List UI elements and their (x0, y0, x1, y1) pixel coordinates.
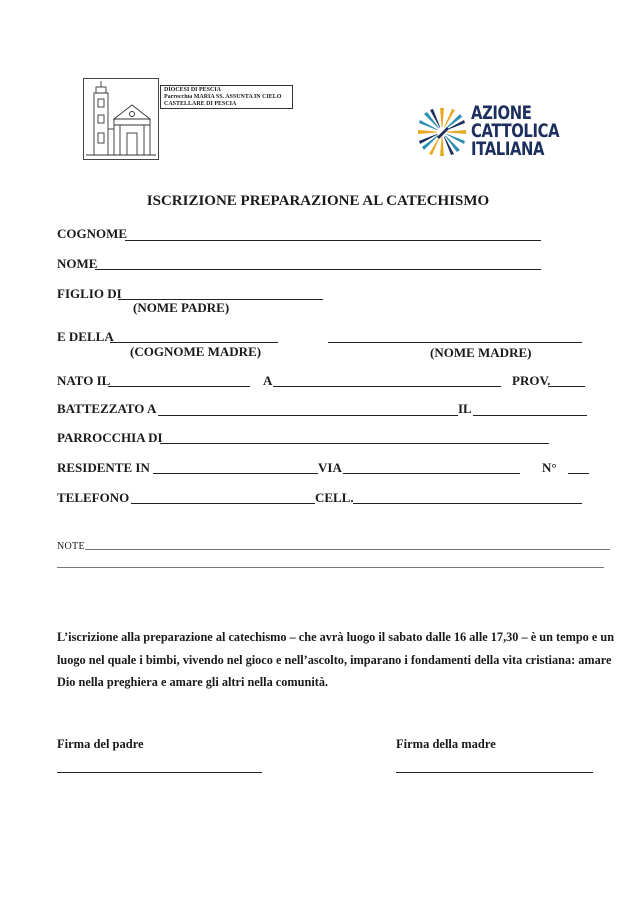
figlio-di-label: FIGLIO DI (57, 286, 122, 301)
logo-text (471, 104, 559, 158)
via-field[interactable] (343, 473, 520, 474)
telefono-field[interactable] (131, 503, 315, 504)
battezzato-a-label: BATTEZZATO A (57, 401, 157, 416)
nato-il-field[interactable] (108, 386, 250, 387)
parish-line: Parrocchia MARIA SS. ASSUNTA IN CIELO (164, 94, 282, 100)
nome-padre-caption: (NOME PADRE) (133, 300, 230, 315)
cognome-field[interactable] (125, 240, 541, 241)
firma-madre-field[interactable] (396, 772, 593, 773)
luogo-nascita-label: A (263, 373, 273, 388)
form-title: ISCRIZIONE PREPARAZIONE AL CATECHISMO (146, 193, 490, 209)
description-paragraph: L’iscrizione alla preparazione al catechismo – che avrà luogo il sabato dalle 16 alle 17,30 – è un tempo e un luogo nel quale i bimbi, vivendo nel gioco e nell’ascolto, imparano i fondamenti della vita cristiana: amare Dio nella preghiera e amare gli altri nella comunità. (57, 630, 615, 689)
prov-field[interactable] (548, 386, 585, 387)
diocese-stamp (160, 85, 293, 109)
logo-line: CATTOLICA (471, 120, 560, 142)
cognome-madre-field[interactable] (110, 342, 278, 343)
numero-label: N° (542, 460, 557, 475)
church-icon (84, 79, 158, 159)
parrocchia-di-field[interactable] (160, 443, 549, 444)
via-label: VIA (318, 460, 342, 475)
nome-madre-field[interactable] (328, 342, 582, 343)
sunburst-icon (416, 106, 468, 158)
prov-label: PROV. (512, 373, 551, 388)
church-illustration (83, 78, 159, 160)
note-field-line[interactable] (57, 567, 604, 568)
parrocchia-di-label: PARROCCHIA DI (57, 430, 163, 445)
note-label: NOTE (57, 541, 85, 552)
note-field-line[interactable] (85, 549, 610, 550)
logo-line: AZIONE (471, 102, 532, 124)
battesimo-data-field[interactable] (473, 415, 587, 416)
azione-cattolica-logo (416, 104, 566, 160)
nato-il-label: NATO IL (57, 373, 111, 388)
residente-in-field[interactable] (153, 473, 318, 474)
cell-field[interactable] (353, 503, 582, 504)
nome-label: NOME (57, 256, 98, 271)
battesimo-data-label: IL (458, 401, 472, 416)
nome-field[interactable] (95, 269, 541, 270)
firma-madre-label: Firma della madre (396, 737, 496, 751)
cognome-label: COGNOME (57, 226, 128, 241)
firma-padre-field[interactable] (57, 772, 262, 773)
diocese-line: DIOCESI DI PESCIA (164, 87, 222, 93)
numero-field[interactable] (568, 473, 589, 474)
nome-madre-caption: (NOME MADRE) (430, 345, 532, 360)
cognome-madre-caption: (COGNOME MADRE) (130, 344, 262, 359)
firma-padre-label: Firma del padre (57, 737, 144, 751)
residente-in-label: RESIDENTE IN (57, 460, 150, 475)
luogo-nascita-field[interactable] (273, 386, 501, 387)
telefono-label: TELEFONO (57, 490, 130, 505)
battezzato-a-field[interactable] (158, 415, 458, 416)
e-della-label: E DELLA (57, 329, 114, 344)
logo-line: ITALIANA (471, 138, 545, 160)
town-line: CASTELLARE DI PESCIA (164, 101, 237, 107)
cell-label: CELL. (315, 490, 354, 505)
